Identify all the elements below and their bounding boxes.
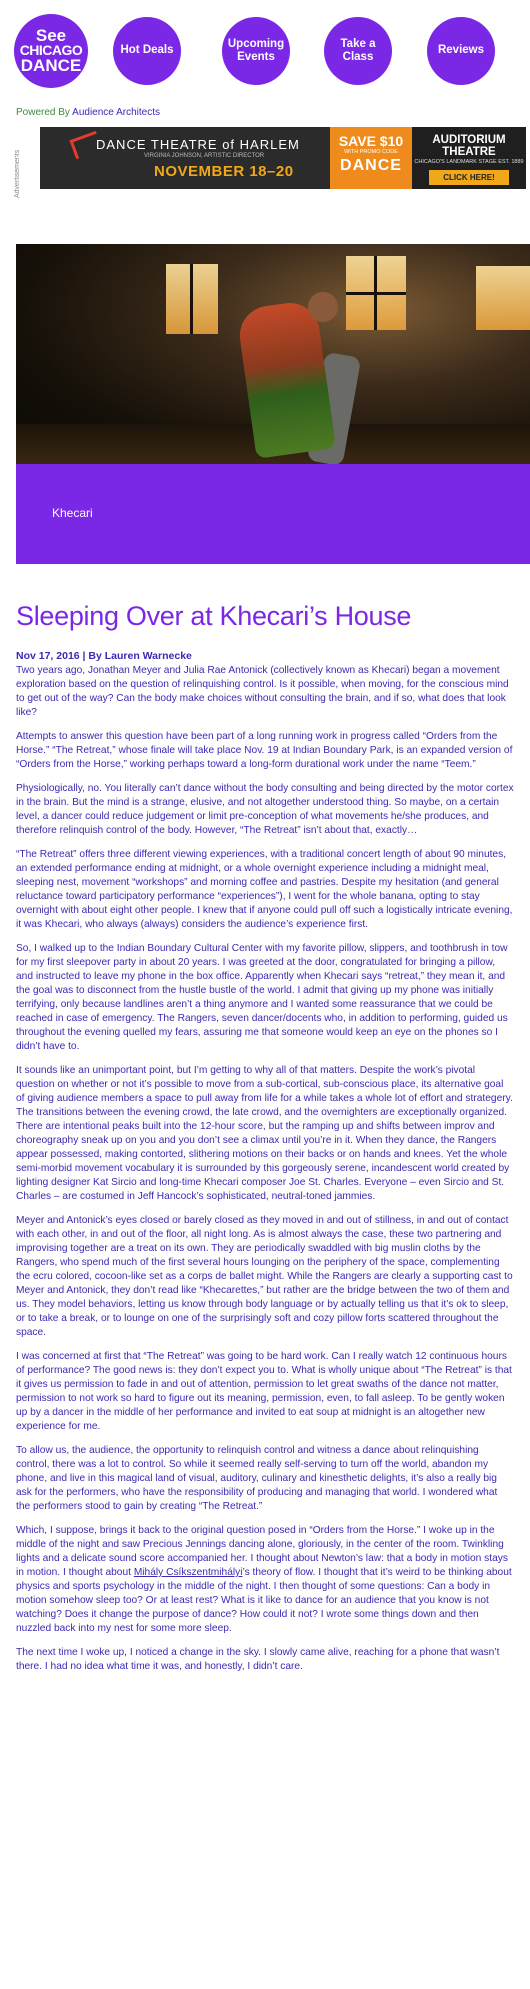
ad-promo-text: WITH PROMO CODE — [344, 149, 398, 155]
article-paragraph: Attempts to answer this question have been part of a long running work in progress called “Orders from the Horse.” “The Retreat,” whose finale will take place Nov. 19 at Indian Boundary Park, is an expanded version of “Orders from the Horse,” working perhaps toward a long-form durational work under the name “Teem.” — [16, 731, 513, 770]
csikszentmihalyi-link[interactable]: Mihály Csíkszentmihályi — [133, 1567, 243, 1578]
paragraph-text: Which, I suppose, brings it back to the original question posed in “Orders from the Horse.” I woke up in the middle of the night and saw Precious Jennings dancing alone, gloriously, in the center of the room. Twinkling lights and a delicate sound score accompanied her. I thought about Newton’s law: that a body in motion stays in motion. I thought about — [16, 1525, 508, 1578]
article-paragraph: Physiologically, no. You literally can’t dance without the body consulting and being directed by the motor cortex in the brain. But the mind is a strange, elusive, and not altogether understood thing. So maybe, on a certain level, a dancer could reduce judgement or limit pre-conception of what movements he/she produces, and therefore relinquish control of the body. However, “The Retreat” isn’t about that, exactly… — [16, 783, 514, 836]
ad-title: DANCE THEATRE of HARLEM — [96, 137, 300, 152]
nav-upcoming-events[interactable]: Upcoming Events — [222, 17, 290, 85]
hero — [16, 244, 530, 564]
nav-take-a-class[interactable]: Take a Class — [324, 17, 392, 85]
article-paragraph: It sounds like an unimportant point, but I’m getting to why all of that matters. Despite the work’s pivotal question on whether or not it’s possible to move from a sub-cortical, sub-conscious place, its alternative goal of giving audience members a space to pull away from life for a while takes a whole lot of effort and strategery. The transitions between the evening crowd, the late crowd, and the overnighters are exceptionally organized. There are intentional peaks built into the 12-hour score, but the ramping up and shifts between improv and choreography sneak up on you and you don’t see a climax until you’re in it. When they dance, the Rangers appear possessed, making contorted, slithering motions on their backs or on hands and knees. Yet the whole semi-morbid movement vocabulary it is surrounded by this gorgeously serene, incandescent world created by lighting designer Kat Sircio and long-time Khecari composer Joe St. Charles. Everyone – even Sircio and St. Charles – are costumed in Jeff Hancock’s sophisticated, neutral-toned jammies. — [16, 1065, 513, 1202]
article-paragraph: Meyer and Antonick’s eyes closed or barely closed as they moved in and out of stillness, in and out of contact with each other, in and out of the floor, all night long. As is almost always the case, these two partnering and improvising together are a treat on its own. They are periodically swaddled with big muslin cloths by the Rangers, who spend much of the first several hours lounging on the periphery of the space, complementing the ecru colored, cocoon-like set as a corps de ballet might. While the Rangers are clearly a supporting cast to Meyer and Antonick, they don’t read like “Khecarettes,” but rather are the bridge between the two of them and us. They model behaviors, letting us know through body language or by actually telling us that it’s ok to sleep, or to take a break, or to lounge on one of the surprisingly soft and cozy pillow forts scattered throughout the space. — [16, 1215, 513, 1338]
article-paragraph: Two years ago, Jonathan Meyer and Julia Rae Antonick (collectively known as Khecari) began a movement exploration based on the question of relinquishing control. Is it possible, when moving, for the conscious mind to get out of the way? Can the body make choices without consulting the brain, and if so, what does that look like? — [16, 665, 509, 718]
ad-promo-panel — [330, 127, 412, 189]
article-meta: Nov 17, 2016 | By Lauren Warnecke — [16, 650, 192, 662]
ad-promo-code: DANCE — [340, 157, 402, 174]
window-frame — [190, 264, 193, 334]
powered-prefix: Powered By — [16, 107, 70, 118]
nav-reviews[interactable]: Reviews — [427, 17, 495, 85]
article-paragraph: I was concerned at first that “The Retreat” was going to be hard work. Can I really watch 12 continuous hours of performance? The good news is: they don’t expect you to. What is wholly unique about “The Retreat” is that it gives us permission to fade in and out of attention, permission to let great swaths of the dance not matter, permission to not work so hard to figure out its meaning, permission, even, to fall asleep. To be gently woken up by a dancer in the middle of her performance and invited to eat soup at midnight is an altogether new experience for me. — [16, 1351, 512, 1432]
article-paragraph: To allow us, the audience, the opportunity to relinquish control and witness a dance about relinquishing control, there was a lot to control. So while it seemed really self-serving to turn off the world, abandon my phone, and live in this magical land of visual, auditory, culinary and kinesthetic delights, it’s also a really big ask for the performers, who have the responsibility of producing and managing that world. I wondered what the performers stood to gain by creating “The Retreat.” — [16, 1445, 498, 1512]
article-paragraph: “The Retreat” offers three different viewing experiences, with a traditional concert length of about 90 minutes, an extended performance ending at midnight, or a whole overnight experience including a midnight meal, sleeping nest, movement “workshops” and morning coffee and pastries. Despite my hesitation (and general reluctance toward participatory performance “experiences”), I went for the whole banana, opting to stay overnight with about eight other people. I knew that if anyone could pull off such a logistically intricate evening, it was Khecari, who always (always) considers the audience’s experience first. — [16, 849, 513, 930]
hero-caption: Khecari — [52, 506, 93, 520]
hero-caption-bar — [16, 464, 530, 564]
dancer-head — [308, 292, 338, 322]
article-paragraph — [16, 1524, 514, 1636]
site-logo[interactable] — [14, 14, 88, 88]
paragraph-text: ’s theory of flow. I thought that it’s weird to be thinking about physics and sports psychology in the middle of the night. I then thought of some questions: Can a body in motion somehow sleep too? Or at least rest? What is it like to dance for an audience that you know is not watching? Does it change the purpose of dance? How could it not? I wrote some things down and then nuzzled back into my nest for some more sleep. — [16, 1567, 512, 1634]
advertisement-section — [0, 122, 530, 212]
ad-save: SAVE $10 — [338, 133, 404, 149]
site-header — [0, 0, 530, 118]
advertisements-label: Advertisements — [14, 149, 21, 198]
logo-chicago: CHICAGO — [19, 42, 83, 59]
audience-architects-link[interactable]: Audience Architects — [72, 107, 160, 118]
ad-venue: AUDITORIUM THEATRE — [432, 134, 506, 158]
dancer-icon — [69, 131, 102, 159]
article-title: Sleeping Over at Khecari’s House — [16, 601, 412, 631]
ad-dates: NOVEMBER 18–20 — [154, 163, 294, 180]
powered-by — [16, 107, 160, 118]
window-frame — [346, 292, 406, 295]
window-light — [476, 266, 530, 330]
article — [0, 601, 530, 1674]
nav-hot-deals[interactable]: Hot Deals — [113, 17, 181, 85]
logo-see: See — [35, 26, 67, 46]
ad-banner[interactable] — [40, 127, 526, 189]
ad-venue-sub: CHICAGO'S LANDMARK STAGE EST. 1889 — [414, 159, 524, 165]
article-paragraph: So, I walked up to the Indian Boundary Cultural Center with my favorite pillow, slippers, and toothbrush in tow for my first sleepover party in about 20 years. I was greeted at the door, congratulated for bringing a pillow, and instructed to leave my phone in the box office. Apparently when Khecari says “retreat,” they mean it, and the goal was to disconnect from the hustle bustle of the world. I admit that giving up my phone was initially terrifying, only because landlines aren’t a thing anymore and I wanted some reassurance that we could be reached in case of emergency. The Rangers, seven dancer/docents who, in addition to performing, guided us throughout the evening quelled my fears, assuring me that someone would keep an eye on the phones so I didn’t have to. — [16, 943, 508, 1052]
ad-click-here-button[interactable]: CLICK HERE! — [429, 170, 509, 185]
hero-photo — [16, 244, 530, 464]
ad-subtitle: VIRGINIA JOHNSON, ARTISTIC DIRECTOR — [144, 153, 265, 159]
ad-left-panel — [40, 127, 330, 189]
logo-dance: DANCE — [20, 55, 82, 75]
ad-venue-panel — [412, 127, 526, 189]
article-paragraph: The next time I woke up, I noticed a change in the sky. I slowly came alive, reaching for a phone that wasn’t there. I had no idea what time it was, and honestly, I didn’t care. — [16, 1647, 500, 1672]
